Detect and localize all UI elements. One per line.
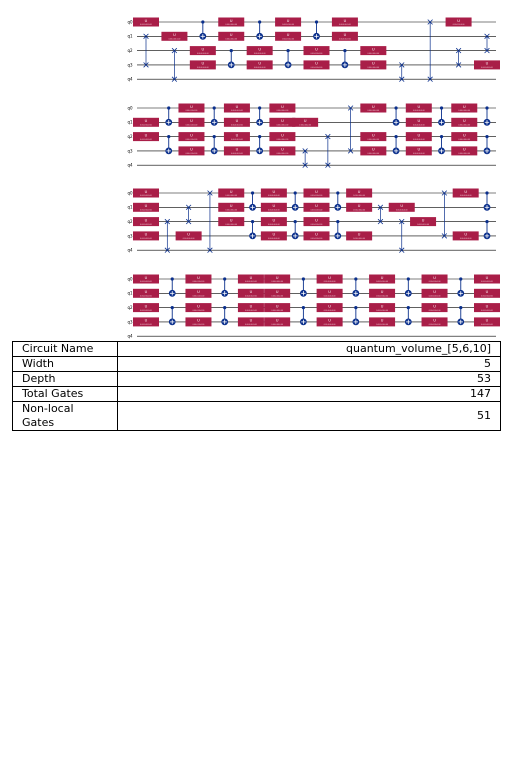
control-dot bbox=[223, 277, 226, 280]
qubit-label: q3 bbox=[127, 233, 133, 239]
u-gate-label: U bbox=[249, 318, 253, 323]
u-gate-label: U bbox=[197, 318, 200, 323]
qubit-label: q2 bbox=[127, 48, 133, 53]
u-gate-param: 0.00,0.00,0.00 bbox=[225, 196, 238, 198]
u-gate-param: 0.00,0.00,0.00 bbox=[299, 125, 311, 127]
table-value: quantum_volume_[5,6,10] bbox=[118, 342, 501, 357]
control-dot bbox=[167, 106, 170, 109]
u-gate-param: 0.00,0.00,0.00 bbox=[268, 210, 280, 212]
u-gate-label: U bbox=[144, 18, 148, 23]
u-gate-param: 0.00,0.00,0.00 bbox=[376, 282, 388, 284]
qubit-label: q4 bbox=[127, 247, 133, 253]
u-gate-label: U bbox=[417, 147, 421, 152]
u-gate-label: U bbox=[357, 232, 361, 237]
control-dot bbox=[354, 306, 357, 309]
u-gate-label: U bbox=[433, 304, 436, 309]
u-gate-param: 0.00,0.00,0.00 bbox=[276, 125, 289, 127]
table-key: Total Gates bbox=[13, 387, 118, 402]
u-gate-label: U bbox=[258, 47, 261, 52]
u-gate-label: U bbox=[286, 33, 290, 38]
u-gate-param: 0.00,0.00,0.00 bbox=[367, 139, 380, 141]
u-gate-param: 0.00,0.00,0.00 bbox=[140, 239, 152, 241]
u-gate-label: U bbox=[417, 133, 421, 138]
control-dot bbox=[485, 191, 488, 194]
control-dot bbox=[336, 191, 339, 194]
control-dot bbox=[167, 135, 170, 138]
qubit-label: q2 bbox=[127, 134, 133, 139]
u-gate-param: 0.00,0.00,0.00 bbox=[376, 296, 388, 298]
u-gate-label: U bbox=[272, 189, 276, 194]
u-gate-label: U bbox=[258, 61, 261, 66]
u-gate-label: U bbox=[190, 147, 193, 152]
u-gate-label: U bbox=[372, 147, 375, 152]
u-gate-param: 0.00,0.00,0.00 bbox=[245, 282, 257, 284]
u-gate-param: 0.00,0.00,0.00 bbox=[323, 325, 336, 327]
qubit-label: q3 bbox=[127, 319, 133, 325]
u-gate-param: 0.00,0.00,0.00 bbox=[196, 68, 209, 70]
control-dot bbox=[315, 20, 318, 23]
u-gate-param: 0.00,0.00,0.00 bbox=[428, 325, 441, 327]
u-gate-param: 0.00,0.00,0.00 bbox=[417, 224, 429, 226]
u-gate-label: U bbox=[144, 304, 148, 309]
control-dot bbox=[294, 220, 297, 223]
u-gate-param: 0.00,0.00,0.00 bbox=[310, 68, 323, 70]
u-gate-label: U bbox=[144, 189, 148, 194]
u-gate-param: 0.00,0.00,0.00 bbox=[140, 125, 152, 127]
u-gate-param: 0.00,0.00,0.00 bbox=[323, 282, 336, 284]
u-gate-param: 0.00,0.00,0.00 bbox=[140, 282, 152, 284]
table-key: Non-local Gates bbox=[13, 402, 118, 431]
control-dot bbox=[213, 106, 216, 109]
u-gate-label: U bbox=[190, 104, 193, 109]
u-gate-param: 0.00,0.00,0.00 bbox=[481, 296, 493, 298]
u-gate-param: 0.00,0.00,0.00 bbox=[185, 154, 198, 156]
u-gate-param: 0.00,0.00,0.00 bbox=[376, 325, 388, 327]
u-gate-label: U bbox=[400, 204, 404, 209]
u-gate-label: U bbox=[275, 275, 279, 280]
u-gate-label: U bbox=[457, 18, 460, 23]
u-gate-param: 0.00,0.00,0.00 bbox=[140, 210, 152, 212]
table-row bbox=[13, 357, 501, 372]
u-gate-label: U bbox=[328, 290, 331, 295]
u-gate-label: U bbox=[275, 304, 279, 309]
u-gate-label: U bbox=[201, 47, 205, 52]
control-dot bbox=[223, 306, 226, 309]
u-gate-label: U bbox=[229, 189, 233, 194]
qubit-label: q0 bbox=[127, 190, 133, 196]
table-row bbox=[13, 387, 501, 402]
qubit-label: q1 bbox=[127, 33, 133, 39]
qubit-label: q4 bbox=[127, 76, 133, 82]
table-row bbox=[13, 402, 501, 431]
u-gate-label: U bbox=[315, 204, 318, 209]
control-dot bbox=[171, 306, 174, 309]
control-dot bbox=[440, 106, 443, 109]
u-gate-param: 0.00,0.00,0.00 bbox=[412, 139, 425, 141]
u-gate-label: U bbox=[249, 290, 253, 295]
u-gate-label: U bbox=[380, 275, 384, 280]
u-gate-label: U bbox=[421, 218, 425, 223]
u-gate-label: U bbox=[235, 104, 239, 109]
u-gate-param: 0.00,0.00,0.00 bbox=[339, 39, 351, 41]
u-gate-param: 0.00,0.00,0.00 bbox=[458, 111, 471, 113]
u-gate-param: 0.00,0.00,0.00 bbox=[231, 125, 243, 127]
u-gate-label: U bbox=[144, 275, 148, 280]
control-dot bbox=[258, 106, 261, 109]
u-gate-param: 0.00,0.00,0.00 bbox=[140, 296, 152, 298]
circuit-row bbox=[127, 189, 496, 253]
u-gate-param: 0.00,0.00,0.00 bbox=[353, 196, 365, 198]
u-gate-param: 0.00,0.00,0.00 bbox=[459, 196, 472, 198]
u-gate-label: U bbox=[328, 318, 331, 323]
u-gate-label: U bbox=[433, 275, 436, 280]
u-gate-label: U bbox=[328, 275, 331, 280]
table-value: 5 bbox=[118, 357, 501, 372]
u-gate-label: U bbox=[315, 47, 318, 52]
u-gate-label: U bbox=[433, 318, 436, 323]
u-gate-param: 0.00,0.00,0.00 bbox=[310, 239, 323, 241]
u-gate-label: U bbox=[485, 290, 489, 295]
u-gate-label: U bbox=[187, 232, 190, 237]
u-gate-label: U bbox=[173, 33, 176, 38]
u-gate-param: 0.00,0.00,0.00 bbox=[481, 325, 493, 327]
u-gate-param: 0.00,0.00,0.00 bbox=[140, 196, 152, 198]
u-gate-param: 0.00,0.00,0.00 bbox=[323, 310, 336, 312]
qubit-label: q1 bbox=[127, 290, 133, 296]
control-dot bbox=[394, 106, 397, 109]
control-dot bbox=[302, 306, 305, 309]
u-gate-param: 0.00,0.00,0.00 bbox=[225, 39, 238, 41]
u-gate-param: 0.00,0.00,0.00 bbox=[481, 282, 493, 284]
u-gate-label: U bbox=[372, 104, 375, 109]
u-gate-label: U bbox=[197, 304, 200, 309]
u-gate-label: U bbox=[275, 318, 279, 323]
u-gate-param: 0.00,0.00,0.00 bbox=[271, 325, 283, 327]
circuit-row bbox=[127, 18, 500, 82]
qubit-label: q2 bbox=[127, 219, 133, 224]
u-gate-label: U bbox=[144, 218, 148, 223]
u-gate-label: U bbox=[433, 290, 436, 295]
u-gate-label: U bbox=[249, 304, 253, 309]
control-dot bbox=[394, 135, 397, 138]
u-gate-param: 0.00,0.00,0.00 bbox=[282, 39, 294, 41]
u-gate-param: 0.00,0.00,0.00 bbox=[140, 139, 152, 141]
u-gate-label: U bbox=[464, 232, 468, 237]
qubit-label: q0 bbox=[127, 19, 133, 25]
u-gate-param: 0.00,0.00,0.00 bbox=[268, 239, 280, 241]
control-dot bbox=[459, 277, 462, 280]
u-gate-label: U bbox=[272, 232, 276, 237]
u-gate-label: U bbox=[417, 119, 421, 124]
u-gate-param: 0.00,0.00,0.00 bbox=[376, 310, 388, 312]
u-gate-label: U bbox=[281, 133, 284, 138]
u-gate-label: U bbox=[229, 18, 233, 23]
qubit-label: q3 bbox=[127, 148, 133, 154]
u-gate-param: 0.00,0.00,0.00 bbox=[192, 310, 205, 312]
u-gate-param: 0.00,0.00,0.00 bbox=[192, 325, 205, 327]
u-gate-param: 0.00,0.00,0.00 bbox=[268, 196, 280, 198]
u-gate-param: 0.00,0.00,0.00 bbox=[271, 310, 283, 312]
u-gate-label: U bbox=[272, 218, 276, 223]
u-gate-label: U bbox=[249, 275, 253, 280]
control-dot bbox=[407, 306, 410, 309]
control-dot bbox=[343, 49, 346, 52]
u-gate-label: U bbox=[372, 61, 375, 66]
u-gate-label: U bbox=[462, 119, 466, 124]
u-gate-param: 0.00,0.00,0.00 bbox=[310, 53, 323, 55]
u-gate-label: U bbox=[315, 61, 318, 66]
u-gate-label: U bbox=[281, 147, 284, 152]
u-gate-label: U bbox=[190, 133, 193, 138]
u-gate-label: U bbox=[197, 290, 200, 295]
u-gate-label: U bbox=[485, 304, 489, 309]
u-gate-param: 0.00,0.00,0.00 bbox=[225, 210, 238, 212]
u-gate-label: U bbox=[229, 33, 233, 38]
table-key: Circuit Name bbox=[13, 342, 118, 357]
u-gate-label: U bbox=[275, 290, 279, 295]
u-gate-param: 0.00,0.00,0.00 bbox=[231, 111, 243, 113]
quantum-circuit-diagram bbox=[0, 0, 512, 340]
u-gate-label: U bbox=[315, 189, 318, 194]
u-gate-label: U bbox=[380, 318, 384, 323]
u-gate-param: 0.00,0.00,0.00 bbox=[367, 111, 380, 113]
qubit-label: q4 bbox=[127, 162, 133, 168]
u-gate-label: U bbox=[235, 119, 239, 124]
u-gate-param: 0.00,0.00,0.00 bbox=[140, 310, 152, 312]
circuit-row bbox=[127, 275, 500, 339]
u-gate-param: 0.00,0.00,0.00 bbox=[339, 25, 351, 27]
u-gate-param: 0.00,0.00,0.00 bbox=[253, 53, 266, 55]
u-gate-label: U bbox=[485, 318, 489, 323]
u-gate-param: 0.00,0.00,0.00 bbox=[412, 125, 425, 127]
u-gate-param: 0.00,0.00,0.00 bbox=[452, 25, 465, 27]
u-gate-param: 0.00,0.00,0.00 bbox=[481, 310, 493, 312]
u-gate-label: U bbox=[235, 133, 239, 138]
u-gate-label: U bbox=[235, 147, 239, 152]
u-gate-param: 0.00,0.00,0.00 bbox=[192, 296, 205, 298]
u-gate-label: U bbox=[144, 204, 148, 209]
u-gate-param: 0.00,0.00,0.00 bbox=[271, 296, 283, 298]
u-gate-label: U bbox=[229, 204, 233, 209]
control-dot bbox=[258, 20, 261, 23]
control-dot bbox=[485, 220, 488, 223]
table-key: Depth bbox=[13, 372, 118, 387]
u-gate-param: 0.00,0.00,0.00 bbox=[140, 325, 152, 327]
u-gate-param: 0.00,0.00,0.00 bbox=[276, 111, 289, 113]
u-gate-label: U bbox=[229, 218, 233, 223]
qubit-label: q4 bbox=[127, 333, 133, 339]
control-dot bbox=[230, 49, 233, 52]
control-dot bbox=[251, 220, 254, 223]
u-gate-param: 0.00,0.00,0.00 bbox=[310, 196, 323, 198]
qubit-label: q0 bbox=[127, 105, 133, 111]
u-gate-param: 0.00,0.00,0.00 bbox=[458, 125, 471, 127]
control-dot bbox=[286, 49, 289, 52]
u-gate-param: 0.00,0.00,0.00 bbox=[271, 282, 283, 284]
u-gate-label: U bbox=[357, 204, 361, 209]
u-gate-label: U bbox=[315, 218, 318, 223]
qubit-label: q1 bbox=[127, 204, 133, 210]
u-gate-label: U bbox=[144, 318, 148, 323]
u-gate-param: 0.00,0.00,0.00 bbox=[268, 224, 280, 226]
u-gate-param: 0.00,0.00,0.00 bbox=[245, 325, 257, 327]
u-gate-param: 0.00,0.00,0.00 bbox=[428, 282, 441, 284]
control-dot bbox=[201, 20, 204, 23]
u-gate-param: 0.00,0.00,0.00 bbox=[276, 139, 289, 141]
control-dot bbox=[336, 220, 339, 223]
table-row bbox=[13, 342, 501, 357]
u-gate-param: 0.00,0.00,0.00 bbox=[459, 239, 472, 241]
u-gate-label: U bbox=[190, 119, 193, 124]
u-gate-param: 0.00,0.00,0.00 bbox=[185, 111, 198, 113]
u-gate-param: 0.00,0.00,0.00 bbox=[353, 210, 365, 212]
u-gate-label: U bbox=[464, 189, 468, 194]
u-gate-param: 0.00,0.00,0.00 bbox=[253, 68, 266, 70]
u-gate-param: 0.00,0.00,0.00 bbox=[395, 210, 408, 212]
u-gate-label: U bbox=[380, 304, 384, 309]
u-gate-param: 0.00,0.00,0.00 bbox=[185, 139, 198, 141]
u-gate-label: U bbox=[343, 33, 347, 38]
table-value: 51 bbox=[118, 402, 501, 431]
u-gate-label: U bbox=[328, 304, 331, 309]
u-gate-label: U bbox=[417, 104, 421, 109]
u-gate-label: U bbox=[462, 147, 466, 152]
u-gate-param: 0.00,0.00,0.00 bbox=[458, 139, 471, 141]
u-gate-param: 0.00,0.00,0.00 bbox=[182, 239, 195, 241]
u-gate-param: 0.00,0.00,0.00 bbox=[231, 154, 243, 156]
control-dot bbox=[294, 191, 297, 194]
u-gate-param: 0.00,0.00,0.00 bbox=[168, 39, 181, 41]
u-gate-label: U bbox=[372, 47, 375, 52]
u-gate-param: 0.00,0.00,0.00 bbox=[282, 25, 294, 27]
u-gate-param: 0.00,0.00,0.00 bbox=[185, 125, 198, 127]
control-dot bbox=[459, 306, 462, 309]
u-gate-param: 0.00,0.00,0.00 bbox=[310, 224, 323, 226]
control-dot bbox=[258, 135, 261, 138]
u-gate-label: U bbox=[380, 290, 384, 295]
u-gate-label: U bbox=[462, 133, 466, 138]
control-dot bbox=[485, 106, 488, 109]
u-gate-label: U bbox=[281, 119, 284, 124]
qubit-label: q2 bbox=[127, 305, 133, 310]
u-gate-param: 0.00,0.00,0.00 bbox=[353, 239, 365, 241]
u-gate-label: U bbox=[286, 18, 290, 23]
control-dot bbox=[354, 277, 357, 280]
u-gate-param: 0.00,0.00,0.00 bbox=[245, 296, 257, 298]
u-gate-param: 0.00,0.00,0.00 bbox=[225, 224, 238, 226]
u-gate-param: 0.00,0.00,0.00 bbox=[196, 53, 209, 55]
u-gate-label: U bbox=[485, 61, 489, 66]
control-dot bbox=[440, 135, 443, 138]
u-gate-label: U bbox=[201, 61, 205, 66]
u-gate-param: 0.00,0.00,0.00 bbox=[276, 154, 289, 156]
u-gate-label: U bbox=[462, 104, 466, 109]
qubit-label: q0 bbox=[127, 276, 133, 282]
u-gate-param: 0.00,0.00,0.00 bbox=[481, 68, 493, 70]
u-gate-label: U bbox=[144, 119, 148, 124]
circuit-info-table bbox=[12, 341, 501, 431]
u-gate-param: 0.00,0.00,0.00 bbox=[367, 154, 380, 156]
u-gate-label: U bbox=[197, 275, 200, 280]
u-gate-label: U bbox=[343, 18, 347, 23]
u-gate-param: 0.00,0.00,0.00 bbox=[140, 25, 152, 27]
u-gate-label: U bbox=[372, 133, 375, 138]
u-gate-param: 0.00,0.00,0.00 bbox=[428, 310, 441, 312]
circuit-row bbox=[127, 104, 496, 168]
u-gate-param: 0.00,0.00,0.00 bbox=[367, 53, 380, 55]
control-dot bbox=[171, 277, 174, 280]
u-gate-label: U bbox=[485, 275, 489, 280]
control-dot bbox=[485, 135, 488, 138]
u-gate-label: U bbox=[144, 133, 148, 138]
qubit-label: q1 bbox=[127, 119, 133, 125]
u-gate-param: 0.00,0.00,0.00 bbox=[225, 25, 238, 27]
u-gate-param: 0.00,0.00,0.00 bbox=[412, 154, 425, 156]
u-gate-label: U bbox=[144, 232, 148, 237]
u-gate-label: U bbox=[281, 104, 284, 109]
u-gate-param: 0.00,0.00,0.00 bbox=[231, 139, 243, 141]
control-dot bbox=[213, 135, 216, 138]
u-gate-param: 0.00,0.00,0.00 bbox=[412, 111, 425, 113]
u-gate-param: 0.00,0.00,0.00 bbox=[458, 154, 471, 156]
u-gate-param: 0.00,0.00,0.00 bbox=[323, 296, 336, 298]
control-dot bbox=[251, 191, 254, 194]
qubit-label: q3 bbox=[127, 62, 133, 68]
control-dot bbox=[407, 277, 410, 280]
u-gate-param: 0.00,0.00,0.00 bbox=[140, 224, 152, 226]
table-value: 147 bbox=[118, 387, 501, 402]
u-gate-label: U bbox=[357, 189, 361, 194]
table-row bbox=[13, 372, 501, 387]
u-gate-label: U bbox=[303, 119, 307, 124]
u-gate-param: 0.00,0.00,0.00 bbox=[245, 310, 257, 312]
u-gate-label: U bbox=[272, 204, 276, 209]
table-value: 53 bbox=[118, 372, 501, 387]
u-gate-param: 0.00,0.00,0.00 bbox=[310, 210, 323, 212]
control-dot bbox=[302, 277, 305, 280]
table-key: Width bbox=[13, 357, 118, 372]
u-gate-param: 0.00,0.00,0.00 bbox=[367, 68, 380, 70]
u-gate-param: 0.00,0.00,0.00 bbox=[428, 296, 441, 298]
u-gate-param: 0.00,0.00,0.00 bbox=[192, 282, 205, 284]
u-gate-label: U bbox=[144, 290, 148, 295]
u-gate-label: U bbox=[315, 232, 318, 237]
